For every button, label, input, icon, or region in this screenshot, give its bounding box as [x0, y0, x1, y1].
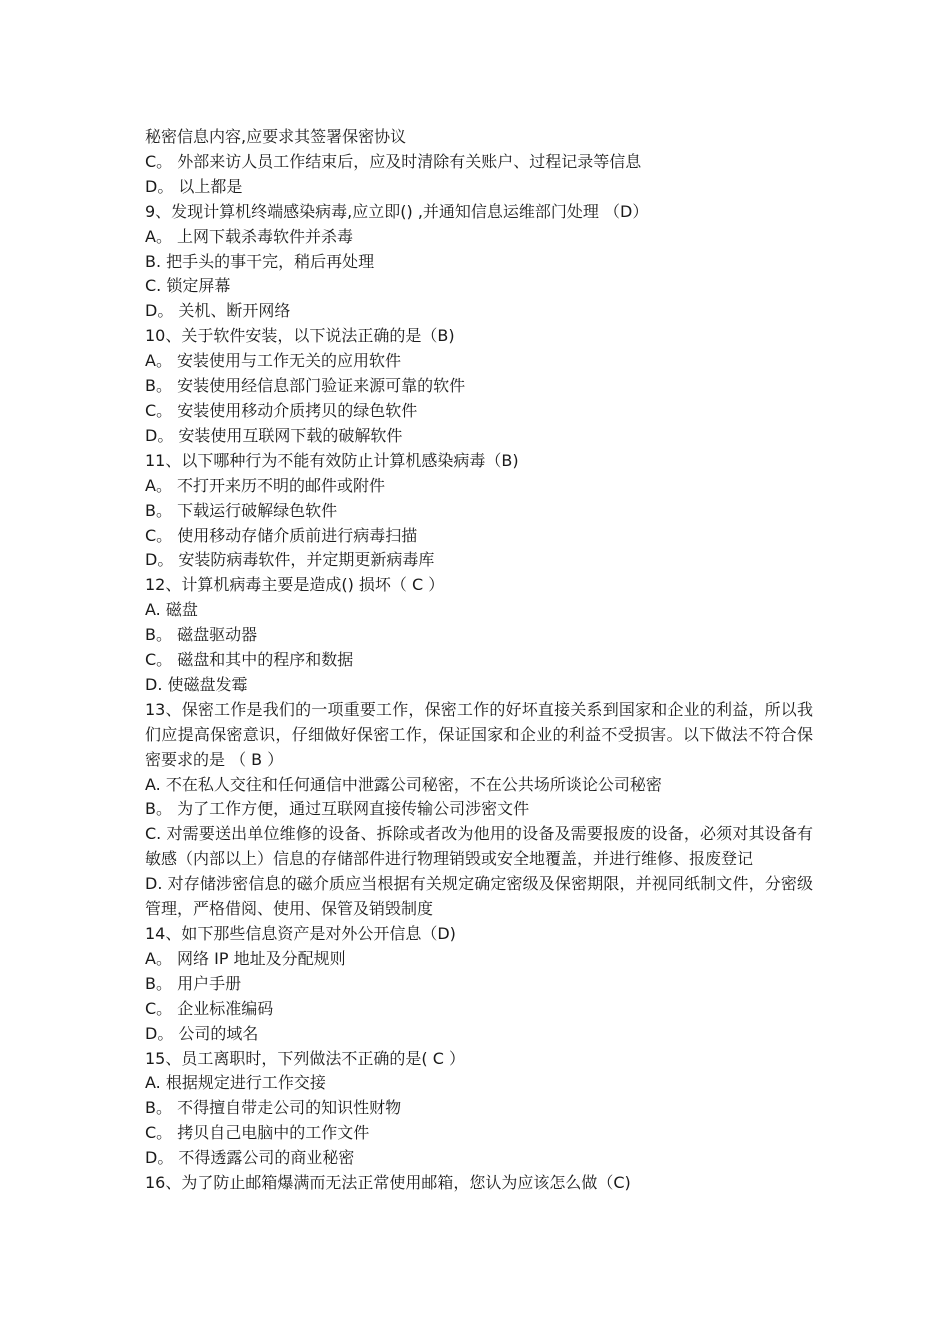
option-line: A。 网络 IP 地址及分配规则: [145, 948, 346, 968]
question-11: 11、以下哪种行为不能有效防止计算机感染病毒（B): [145, 450, 519, 470]
option-line: B。 为了工作方便，通过互联网直接传输公司涉密文件: [145, 799, 530, 819]
question-10: 10、关于软件安装，以下说法正确的是（B): [145, 326, 455, 346]
question-12: 12、计算机病毒主要是造成() 损坏（ C ）: [145, 575, 445, 595]
option-line: A。 不打开来历不明的邮件或附件: [145, 475, 386, 495]
option-line: B. 把手头的事干完，稍后再处理: [145, 251, 375, 271]
question-16: 16、为了防止邮箱爆满而无法正常使用邮箱，您认为应该怎么做（C): [145, 1173, 631, 1193]
option-line: C。 外部来访人员工作结束后，应及时清除有关账户、过程记录等信息: [145, 151, 642, 171]
option-line: B。 下载运行破解绿色软件: [145, 500, 338, 520]
option-line: D。 关机、断开网络: [145, 301, 291, 321]
option-line: A. 磁盘: [145, 600, 198, 620]
option-line: C. 锁定屏幕: [145, 276, 231, 296]
option-line: A. 根据规定进行工作交接: [145, 1073, 326, 1093]
option-line: D。 安装使用互联网下载的破解软件: [145, 425, 403, 445]
option-line: A. 不在私人交往和任何通信中泄露公司秘密，不在公共场所谈论公司秘密: [145, 774, 662, 794]
option-line: B。 磁盘驱动器: [145, 625, 258, 645]
option-line: C。 磁盘和其中的程序和数据: [145, 650, 354, 670]
question-14: 14、如下那些信息资产是对外公开信息（D): [145, 924, 456, 943]
question-15: 15、员工离职时，下列做法不正确的是( C ）: [145, 1048, 465, 1068]
option-line: C。 拷贝自己电脑中的工作文件: [145, 1123, 370, 1143]
document-body: [145, 125, 813, 1196]
option-line: D. 使磁盘发霉: [145, 674, 248, 694]
option-line: D。 不得透露公司的商业秘密: [145, 1148, 355, 1168]
option-line: A。 上网下载杀毒软件并杀毒: [145, 226, 354, 246]
option-line: B。 用户手册: [145, 973, 242, 993]
option-line: C。 使用移动存储介质前进行病毒扫描: [145, 525, 418, 545]
option-line: D. 对存储涉密信息的磁介质应当根据有关规定确定密级及保密期限，并视同纸制文件，分密级管理，严格借阅、使用、保管及销毁制度: [145, 874, 813, 919]
question-9: 9、发现计算机终端感染病毒,应立即() ,并通知信息运维部门处理 （D）: [145, 201, 649, 221]
option-line: C。 安装使用移动介质拷贝的绿色软件: [145, 400, 418, 420]
question-13: 13、保密工作是我们的一项重要工作，保密工作的好坏直接关系到国家和企业的利益，所以我们应提高保密意识，仔细做好保密工作，保证国家和企业的利益不受损害。以下做法不符合保密要求的是 （ B ）: [145, 699, 813, 769]
option-line: C。 企业标准编码: [145, 998, 274, 1018]
option-line: D。 安装防病毒软件，并定期更新病毒库: [145, 550, 435, 570]
option-line: D。 公司的域名: [145, 1023, 259, 1043]
option-line: D。 以上都是: [145, 176, 243, 196]
option-line: A。 安装使用与工作无关的应用软件: [145, 351, 402, 371]
option-line: B。 不得擅自带走公司的知识性财物: [145, 1098, 402, 1118]
option-line: C. 对需要送出单位维修的设备、拆除或者改为他用的设备及需要报废的设备，必须对其设备有敏感（内部以上）信息的存储部件进行物理销毁或安全地覆盖，并进行维修、报废登记: [145, 824, 813, 869]
option-line: B。 安装使用经信息部门验证来源可靠的软件: [145, 376, 466, 396]
text-line: 秘密信息内容,应要求其签署保密协议: [145, 127, 407, 146]
